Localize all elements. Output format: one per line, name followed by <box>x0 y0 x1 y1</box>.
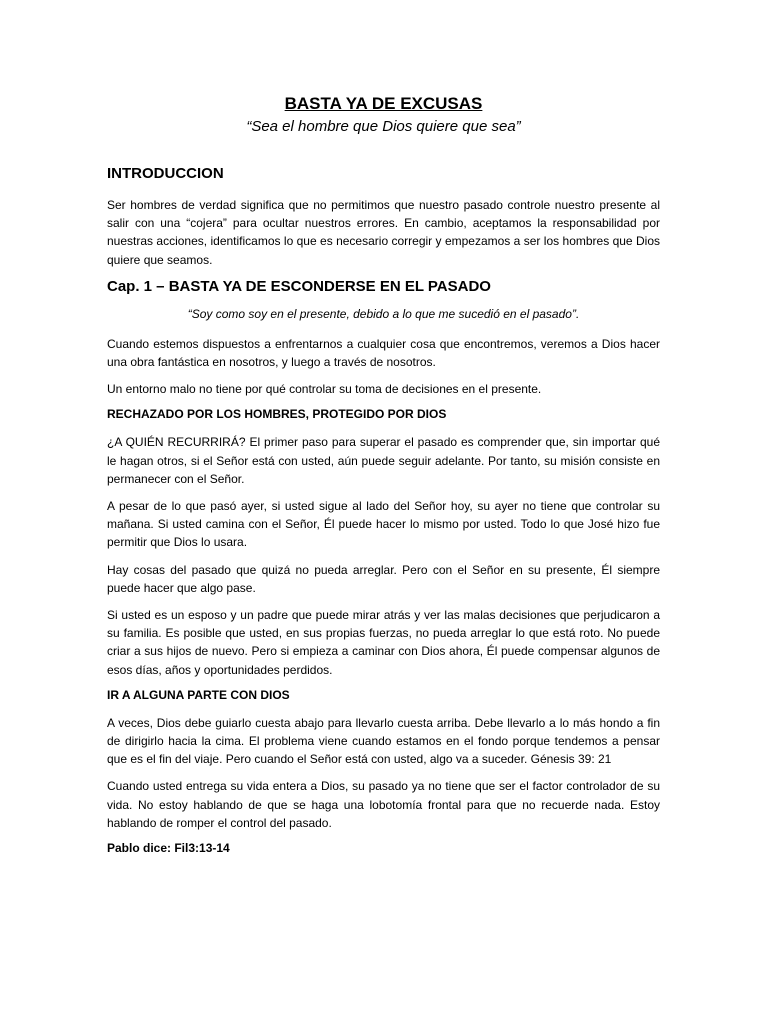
intro-paragraph: Ser hombres de verdad significa que no permitimos que nuestro pasado controle nuestro presente al salir con una “cojera” para ocultar nuestros errores. En cambio, aceptamos la responsabilidad por nuestras acciones, identificamos lo que es necesario corregir y empezamos a ser los hombres que Dios quiere que seamos. <box>107 198 660 267</box>
document-subtitle: “Sea el hombre que Dios quiere que sea” <box>246 118 521 135</box>
document-page <box>107 88 660 855</box>
document-title: BASTA YA DE EXCUSAS <box>284 94 483 113</box>
intro-heading: INTRODUCCION <box>107 165 224 182</box>
paragraph-4: A pesar de lo que pasó ayer, si usted sigue al lado del Señor hoy, su ayer no tiene que controlar su mañana. Si usted camina con el Señor, Él puede hacer lo mismo por usted. Todo lo que José hizo fue permitir que Dios lo usara. <box>107 499 660 550</box>
paragraph-2: Un entorno malo no tiene por qué controlar su toma de decisiones en el presente. <box>107 382 542 397</box>
paragraph-7: A veces, Dios debe guiarlo cuesta abajo para llevarlo cuesta arriba. Debe llevarlo a lo más hondo a fin de dirigirlo hacia la cima. El problema viene cuando estamos en el fondo porque tendemos a pensar que es el fin del viaje. Pero cuando el Señor está con usted, algo va a suceder. Génesis 39: 21 <box>107 715 660 767</box>
section1-heading: RECHAZADO POR LOS HOMBRES, PROTEGIDO POR DIOS <box>107 407 447 422</box>
paragraph-3: ¿A QUIÉN RECURRIRÁ? El primer paso para superar el pasado es comprender que, sin importar qué le hagan otros, si el Señor está con usted, aún puede seguir adelante. Por tanto, su misión consiste en permanecer con el Señor. <box>107 435 660 486</box>
chapter1-quote: “Soy como soy en el presente, debido a lo que me sucedió en el pasado”. <box>187 306 580 321</box>
chapter1-heading: Cap. 1 – BASTA YA DE ESCONDERSE EN EL PASADO <box>107 277 491 295</box>
paragraph-1: Cuando estemos dispuestos a enfrentarnos a cualquier cosa que encontremos, veremos a Dios hacer una obra fantástica en nosotros, y luego a través de nosotros. <box>107 336 660 370</box>
closing-line: Pablo dice: Fil3:13-14 <box>107 841 230 856</box>
paragraph-5: Hay cosas del pasado que quizá no pueda arreglar. Pero con el Señor en su presente, Él siempre puede hacer que algo pase. <box>107 562 660 595</box>
paragraph-6: Si usted es un esposo y un padre que puede mirar atrás y ver las malas decisiones que perjudicaron a su familia. Es posible que usted, en sus propias fuerzas, no pueda arreglar lo que está roto. No puede criar a sus hijos de nuevo. Pero si empieza a caminar con Dios ahora, Él puede compensar algunos de esos días, años y oportunidades perdidos. <box>107 608 660 677</box>
section2-heading: IR A ALGUNA PARTE CON DIOS <box>107 687 290 702</box>
paragraph-8: Cuando usted entrega su vida entera a Dios, su pasado ya no tiene que ser el factor controlador de su vida. No estoy hablando de que se haga una lobotomía frontal para que no recuerde nada. Estoy hablando de romper el control del pasado. <box>107 779 660 830</box>
